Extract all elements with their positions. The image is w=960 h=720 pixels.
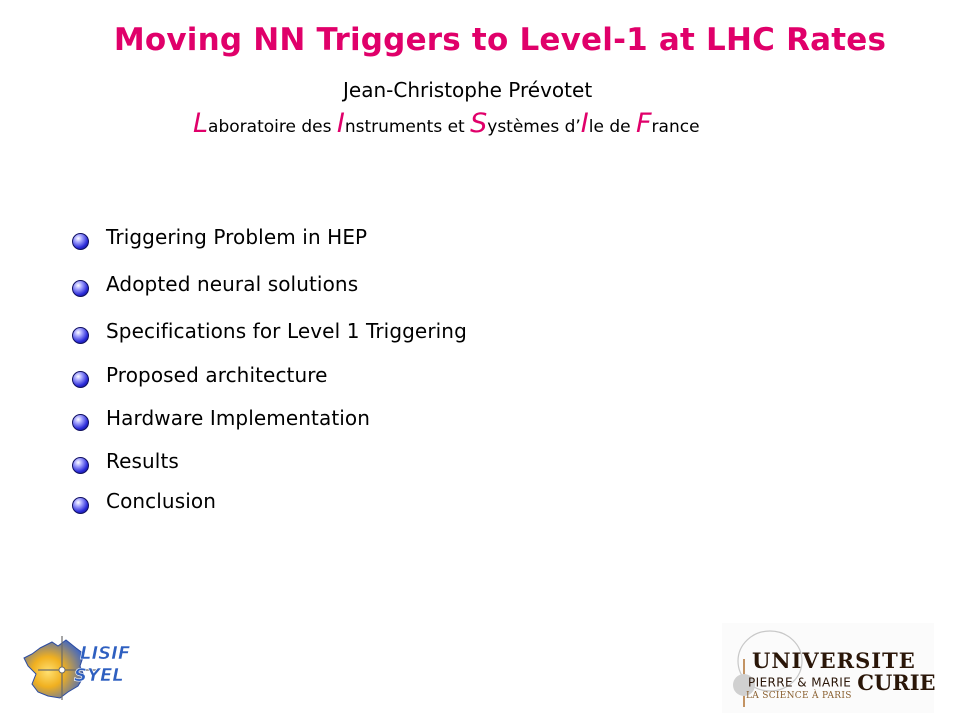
lab-word-france: rance (651, 117, 700, 137)
author-name: Jean-Christophe Prévotet (343, 78, 593, 102)
lab-word-instruments: nstruments et (344, 117, 471, 137)
outline-item (72, 362, 328, 388)
lab-word-systemes: ystèmes d’ (487, 117, 581, 137)
bullet-dot-icon (72, 457, 89, 474)
lisif-logo (18, 626, 148, 706)
lab-initial-i: I (336, 108, 345, 139)
outline-item-text: Specifications for Level 1 Triggering (106, 319, 467, 343)
bullet-dot-icon (72, 327, 89, 344)
bullet-dot-icon (72, 414, 89, 431)
outline-item-text: Conclusion (106, 489, 216, 513)
outline-item-text: Hardware Implementation (106, 406, 371, 430)
lab-initial-l: L (193, 108, 209, 139)
upmc-tagline-text: LA SCIENCE À PARIS (746, 691, 852, 701)
lab-word-ile: le de (588, 117, 637, 137)
outline-item (72, 405, 370, 431)
lisif-text: LISIF (80, 643, 131, 664)
bullet-dot-icon (72, 233, 89, 250)
outline-item (72, 318, 467, 344)
lab-word-laboratoire: aboratoire des (208, 117, 337, 137)
outline-item (72, 271, 358, 297)
outline-item (72, 224, 367, 250)
outline-item (72, 488, 216, 514)
outline-item-text: Results (106, 449, 179, 473)
outline-item-text: Triggering Problem in HEP (106, 225, 368, 249)
lab-initial-i2: I (580, 108, 589, 139)
outline-item-text: Adopted neural solutions (106, 272, 359, 296)
lab-initial-s: S (470, 108, 488, 139)
slide-title: Moving NN Triggers to Level-1 at LHC Rates (113, 22, 887, 58)
bullet-dot-icon (72, 371, 89, 388)
bullet-dot-icon (72, 280, 89, 297)
outline-item (72, 448, 179, 474)
upmc-pierre-marie-text: PIERRE & MARIE (748, 675, 852, 690)
bullet-dot-icon (72, 497, 89, 514)
upmc-logo (722, 623, 934, 713)
syel-text: SYEL (74, 665, 124, 686)
lab-initial-f: F (636, 108, 652, 139)
upmc-curie-text: CURIE (857, 670, 936, 695)
upmc-universite-text: UNIVERSITE (752, 648, 916, 673)
outline-item-text: Proposed architecture (106, 363, 328, 387)
france-map-icon (18, 626, 148, 706)
